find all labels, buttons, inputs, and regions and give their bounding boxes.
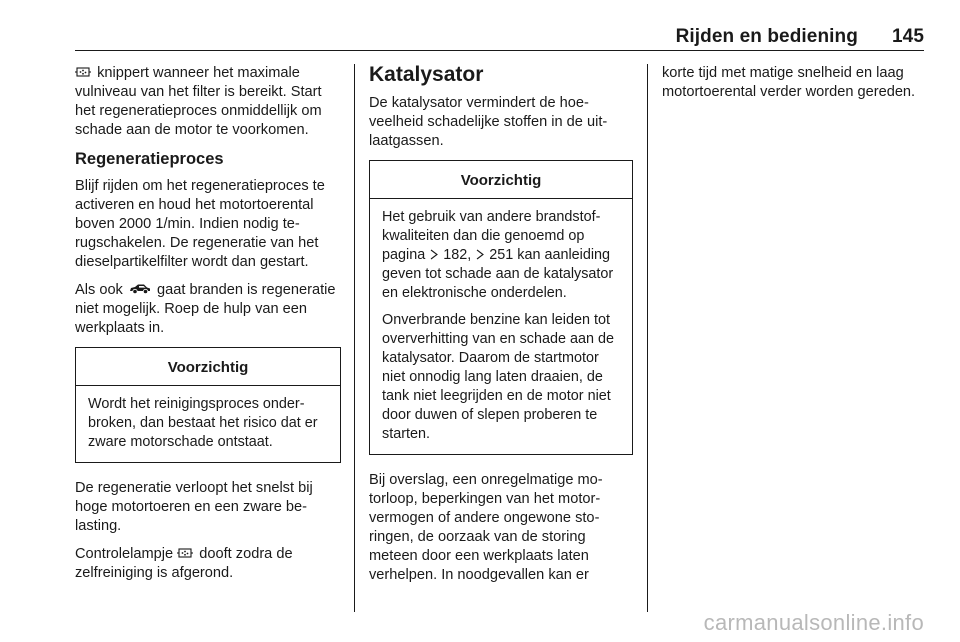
watermark: carmanualsonline.info bbox=[703, 610, 924, 635]
paragraph-dpf-full: knippert wanneer het maximale vulniveau van het filter is bereikt. Start het regeneratieproces onmiddellijk om schade aan de motor te voorkomen. bbox=[75, 65, 322, 138]
caution-box-katalysator bbox=[369, 160, 633, 455]
section-title: Rijden en bediening bbox=[675, 26, 858, 47]
paragraph-regen-instructions: Blijf rijden om het regeneratieproces te activeren en houd het motortoerental boven 2000 1/min. Indien nodig terugschakelen. De regeneratie van het dieselpartikelfilter wordt dan gestart. bbox=[75, 178, 325, 270]
column-2 bbox=[369, 64, 633, 594]
paragraph-regen-fastest: De regeneratie verloopt het snelst bij hoge motortoeren en een zware belasting. bbox=[75, 480, 313, 534]
paragraph-regen-impossible: Als ook gaat branden is regeneratie niet mogelijk. Roep de hulp van een werkplaats in. bbox=[75, 282, 336, 336]
caution-fuel-quality: Het gebruik van andere brandstofkwaliteiten dan die genoemd op pagina 182, 251 kan aanleiding geven tot schade aan de katalysator en elektronische onderdelen. bbox=[382, 209, 614, 301]
column-3 bbox=[662, 64, 930, 111]
caution-text: Wordt het reinigingsproces onderbroken, dan bestaat het risico dat er zware motorschade ontstaat. bbox=[88, 396, 318, 450]
caution-unburned-fuel: Onverbrande benzine kan leiden tot oververhitting van en schade aan de katalysator. Daarom de startmotor niet onnodig lang laten draaien, de tank niet leegrijden en de motor niet door duwen of slepen proberen te starten. bbox=[382, 312, 615, 442]
column-divider-1 bbox=[354, 64, 355, 612]
heading-katalysator: Katalysator bbox=[369, 63, 484, 86]
caution-box-regeneration bbox=[75, 347, 341, 463]
heading-regeneratieproces: Regeneratieproces bbox=[75, 150, 224, 168]
paragraph-misfire: Bij overslag, een onregelmatige motorloop, beperkingen van het motorvermogen of andere ongewone storingen, de oorzaak van de storing meteen door een werkplaats laten verhelpen. In noodgevallen kan er bbox=[369, 472, 603, 583]
column-1 bbox=[75, 64, 341, 592]
caution-title: Voorzichtig bbox=[370, 161, 632, 199]
paragraph-lamp-off: Controlelampje dooft zodra de zelfreiniging is afgerond. bbox=[75, 546, 293, 581]
service-car-icon bbox=[129, 283, 151, 294]
dpf-warning-icon bbox=[75, 66, 91, 78]
paragraph-katalysator-intro: De katalysator vermindert de hoeveelheid schadelijke stoffen in de uitlaatgassen. bbox=[369, 95, 608, 149]
page-reference-link[interactable]: 182, bbox=[443, 247, 472, 263]
caution-title: Voorzichtig bbox=[76, 348, 340, 386]
page-header bbox=[676, 26, 924, 56]
page-number: 145 bbox=[891, 26, 924, 47]
page-reference-arrow-icon bbox=[429, 247, 439, 258]
paragraph-continuation: korte tijd met matige snelheid en laag motortoerental verder worden gereden. bbox=[662, 65, 916, 100]
dpf-warning-icon bbox=[177, 547, 193, 559]
column-divider-2 bbox=[647, 64, 648, 612]
header-rule bbox=[75, 50, 924, 51]
page-reference-arrow-icon bbox=[475, 247, 485, 258]
